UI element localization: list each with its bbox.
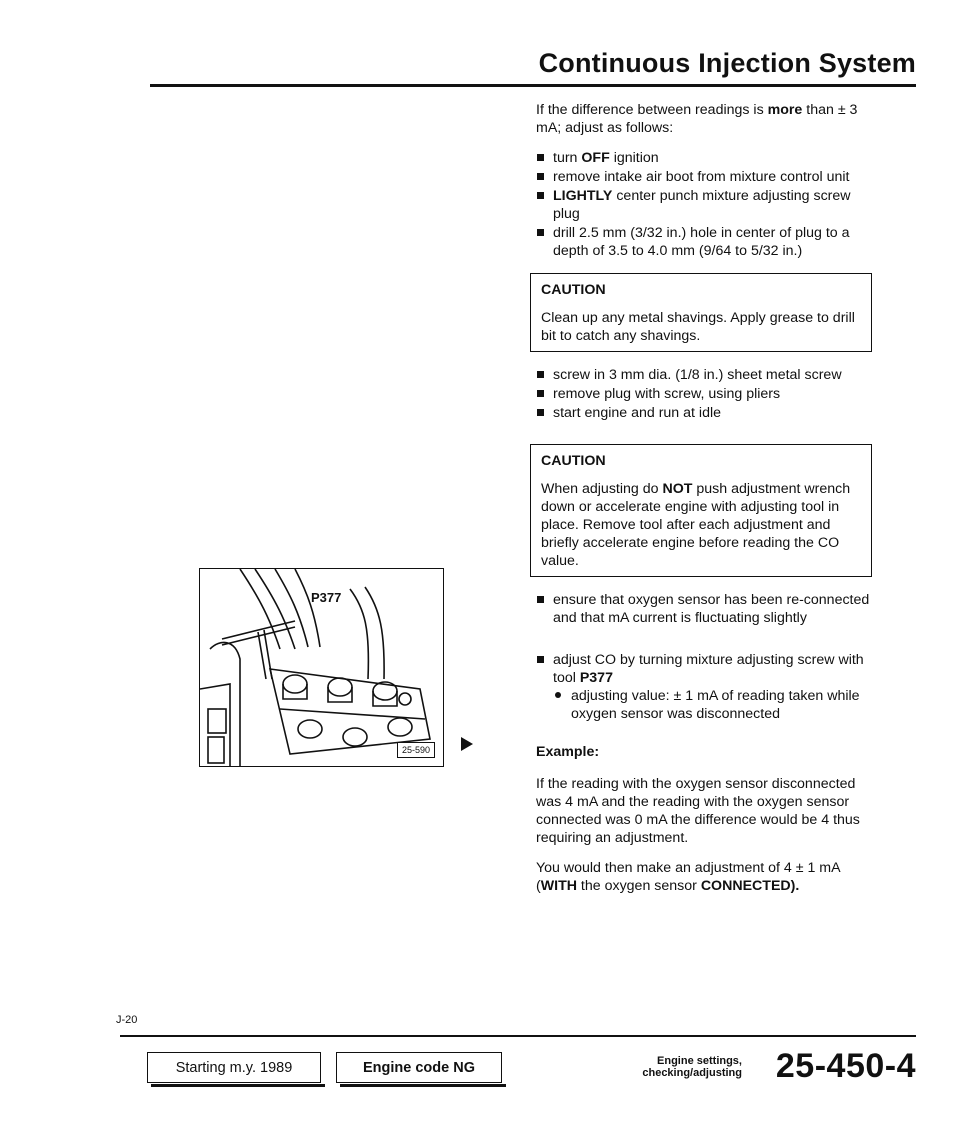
caution-box-adjusting (530, 444, 872, 577)
example-conclusion: You would then make an adjustment of 4 ± 1 mA (WITH the oxygen sensor CONNECTED). (536, 860, 840, 894)
sub-list-item: adjusting value: ± 1 mA of reading taken while oxygen sensor was disconnected (553, 687, 876, 723)
procedure-steps-4 (536, 651, 876, 723)
illustration-figure (199, 568, 444, 767)
list-item: LIGHTLY center punch mixture adjusting screw plug (536, 187, 876, 223)
tool-label: P377 (311, 590, 342, 605)
main-content (536, 101, 876, 907)
procedure-steps-1 (536, 149, 876, 260)
sub-list (553, 687, 876, 723)
page-title: Continuous Injection System (538, 48, 916, 78)
procedure-steps-2 (536, 366, 876, 422)
caution-text: Clean up any metal shavings. Apply grease to drill bit to catch any shavings. (541, 310, 855, 344)
example-heading: Example: (536, 744, 600, 760)
page-reference: J-20 (116, 1014, 138, 1026)
list-item: start engine and run at idle (536, 404, 876, 422)
list-item: remove plug with screw, using pliers (536, 385, 876, 403)
list-item: screw in 3 mm dia. (1/8 in.) sheet metal screw (536, 366, 876, 384)
footer-rule (120, 1035, 916, 1037)
caution-text: When adjusting do NOT push adjustment wrench down or accelerate engine with adjusting tool in place. Remove tool after each adjustment and briefly accelerate engine before reading the CO value. (541, 481, 851, 569)
page-code: 25-450-4 (775, 1047, 916, 1085)
caution-title: CAUTION (541, 282, 606, 298)
list-item: adjust CO by turning mixture adjusting screw with tool P377 adjusting value: ± 1 mA of reading taken while oxygen sensor was disconnected (536, 651, 876, 723)
header-rule (150, 84, 916, 87)
pointer-arrow-icon (461, 737, 473, 751)
example-paragraph: If the reading with the oxygen sensor disconnected was 4 mA and the reading with the oxygen sensor connected was 0 mA the difference would be 4 thus requiring an adjustment. (536, 776, 860, 846)
section-title: Engine settings, checking/adjusting (642, 1055, 742, 1079)
list-item: remove intake air boot from mixture control unit (536, 168, 876, 186)
applicability-box: Starting m.y. 1989 (147, 1052, 321, 1083)
caution-box-shavings (530, 273, 872, 352)
caution-title: CAUTION (541, 453, 606, 469)
list-item: ensure that oxygen sensor has been re-connected and that mA current is fluctuating slightly (536, 591, 876, 627)
procedure-steps-3 (536, 591, 876, 627)
engine-code-box: Engine code NG (336, 1052, 502, 1083)
list-item: drill 2.5 mm (3/32 in.) hole in center of plug to a depth of 3.5 to 4.0 mm (9/64 to 5/32 in.) (536, 224, 876, 260)
figure-number: 25-590 (397, 742, 435, 758)
intro-paragraph: If the difference between readings is more than ± 3 mA; adjust as follows: (536, 102, 858, 136)
list-item: turn OFF ignition (536, 149, 876, 167)
